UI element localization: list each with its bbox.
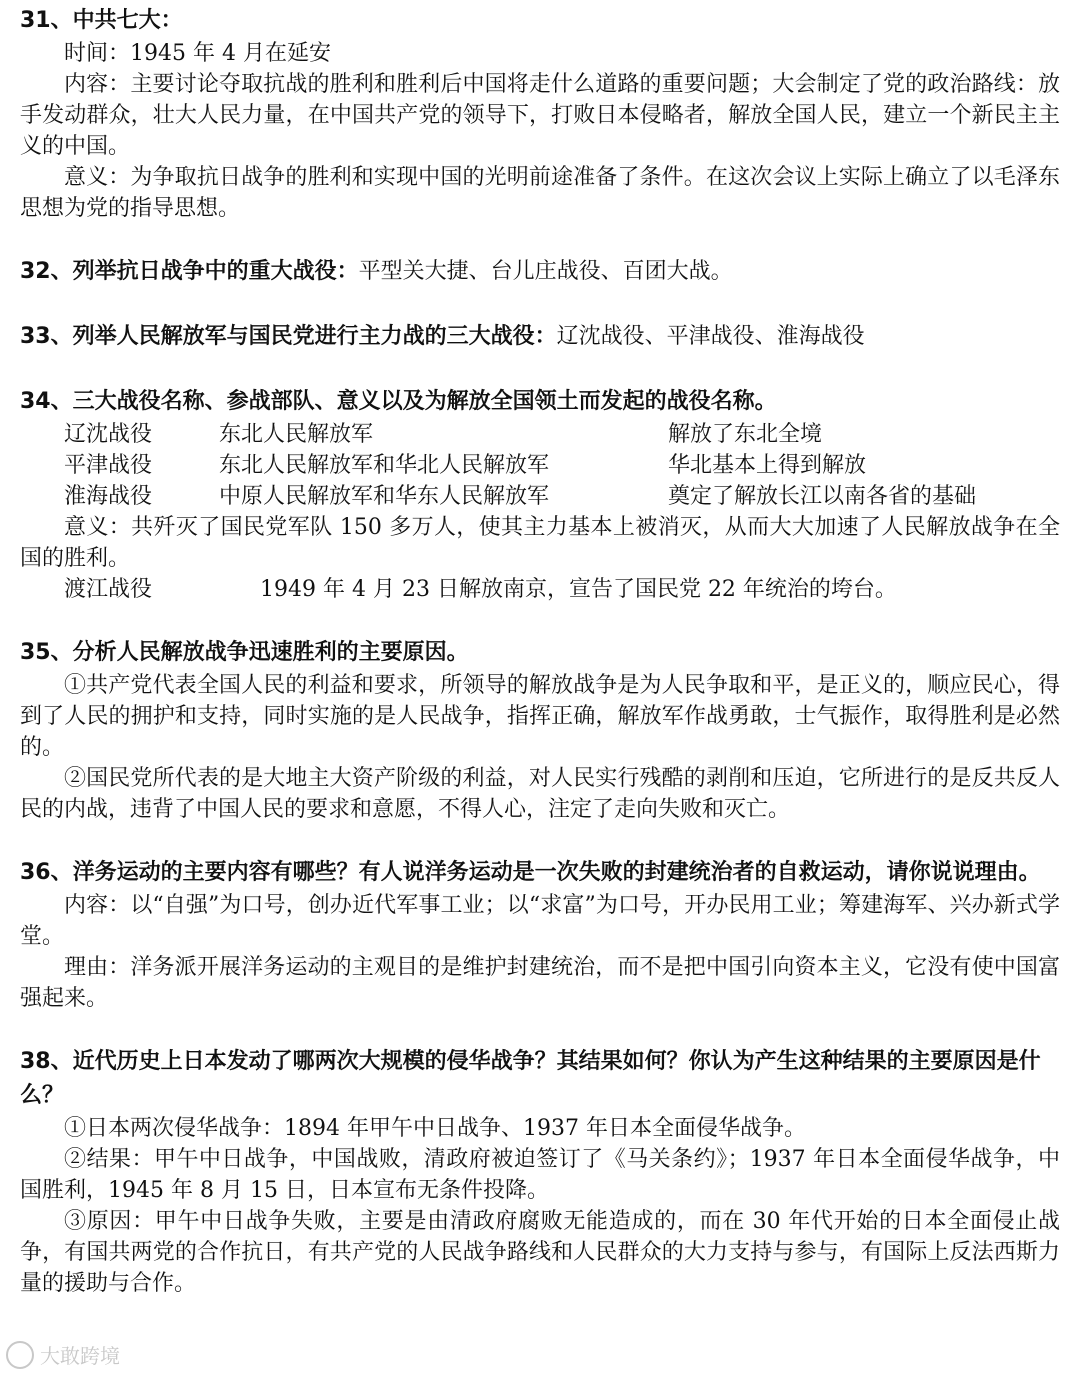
battle-troops: 东北人民解放军 [219,422,374,447]
section-31-meaning: 意义：为争取抗日战争的胜利和实现中国的光明前途准备了条件。在这次会议上实际上确立了以毛泽东思想为党的指导思想。 [20,165,1060,221]
section-33-title: 33、列举人民解放军与国民党进行主力战的三大战役： [20,324,557,349]
battle-result: 华北基本上得到解放 [668,453,867,478]
section-31-title: 31、中共七大： [20,8,183,33]
battle-row [20,450,1060,481]
section-35-reason-1: ①共产党代表全国人民的利益和要求，所领导的解放战争是为人民争取和平，是正义的，顺应民心，得到了人民的拥护和支持，同时实施的是人民战争，指挥正确，解放军作战勇敢，士气振作，取得胜利是必然的。 [20,673,1060,760]
document-page [20,4,1060,1299]
section-38-causes: ③原因：甲午中日战争失败，主要是由清政府腐败无能造成的，而在 30 年代开始的日本全面侵止战争，有国共两党的合作抗日，有共产党的人民战争路线和人民群众的大力支持与参与，有国际上反法西斯力量的援助与合作。 [20,1209,1060,1296]
watermark [6,1340,120,1369]
section-35-reason-2: ②国民党所代表的是大地主大资产阶级的利益，对人民实行残酷的剥削和压迫，它所进行的是反共反人民的内战，违背了中国人民的要求和意愿，不得人心，注定了走向失败和灭亡。 [20,766,1060,822]
crossing-name: 渡江战役 [64,577,153,602]
spacer [20,354,1060,385]
battle-name: 辽沈战役 [64,422,153,447]
spacer [20,605,1060,636]
spacer [20,1014,1060,1045]
section-35-title: 35、分析人民解放战争迅速胜利的主要原因。 [20,640,469,665]
section-36-content: 内容：以“自强”为口号，创办近代军事工业；以“求富”为口号，开办民用工业；筹建海军、兴办新式学堂。 [20,893,1060,949]
battle-row [20,481,1060,512]
section-38-wars: ①日本两次侵华战争：1894 年甲午中日战争、1937 年日本全面侵华战争。 [64,1116,806,1141]
section-31-time: 时间：1945 年 4 月在延安 [64,41,331,66]
battle-result: 奠定了解放长江以南各省的基础 [668,484,977,509]
section-33-text: 辽沈战役、平津战役、淮海战役 [556,324,865,349]
section-33 [20,320,1060,354]
battle-row [20,419,1060,450]
section-36-title: 36、洋务运动的主要内容有哪些？有人说洋务运动是一次失败的封建统治者的自救运动，请你说说理由。 [20,860,1041,885]
battle-name: 淮海战役 [64,484,153,509]
section-32-text: 平型关大捷、台儿庄战役、百团大战。 [358,259,733,284]
spacer [20,224,1060,255]
section-31-content: 内容：主要讨论夺取抗战的胜利和胜利后中国将走什么道路的重要问题；大会制定了党的政治路线：放手发动群众，壮大人民力量，在中国共产党的领导下，打败日本侵略者，解放全国人民，建立一个新民主主义的中国。 [20,72,1060,159]
section-34-title: 34、三大战役名称、参战部队、意义以及为解放全国领土而发起的战役名称。 [20,389,777,414]
crossing-text: 1949 年 4 月 23 日解放南京，宣告了国民党 22 年统治的垮台。 [260,577,897,602]
battle-name: 平津战役 [64,453,153,478]
watermark-logo-icon [6,1341,34,1369]
section-38-title: 38、近代历史上日本发动了哪两次大规模的侵华战争？其结果如何？你认为产生这种结果的主要原因是什么？ [20,1049,1041,1108]
section-34-meaning: 意义：共歼灭了国民党军队 150 多万人，使其主力基本上被消灭，从而大大加速了人民解放战争在全国的胜利。 [20,515,1060,571]
spacer [20,825,1060,856]
section-32-title: 32、列举抗日战争中的重大战役： [20,259,359,284]
section-36-reason: 理由：洋务派开展洋务运动的主观目的是维护封建统治，而不是把中国引向资本主义，它没有使中国富强起来。 [20,955,1060,1011]
crossing-row [20,574,1060,605]
battle-troops: 中原人民解放军和华东人民解放军 [219,484,550,509]
section-32 [20,255,1060,289]
watermark-text: 大敢跨境 [40,1344,120,1368]
section-38-results: ②结果：甲午中日战争，中国战败，清政府被迫签订了《马关条约》；1937 年日本全面侵华战争，中国胜利，1945 年 8 月 15 日，日本宣布无条件投降。 [20,1147,1060,1203]
battle-result: 解放了东北全境 [668,422,823,447]
battle-troops: 东北人民解放军和华北人民解放军 [219,453,550,478]
spacer [20,289,1060,320]
